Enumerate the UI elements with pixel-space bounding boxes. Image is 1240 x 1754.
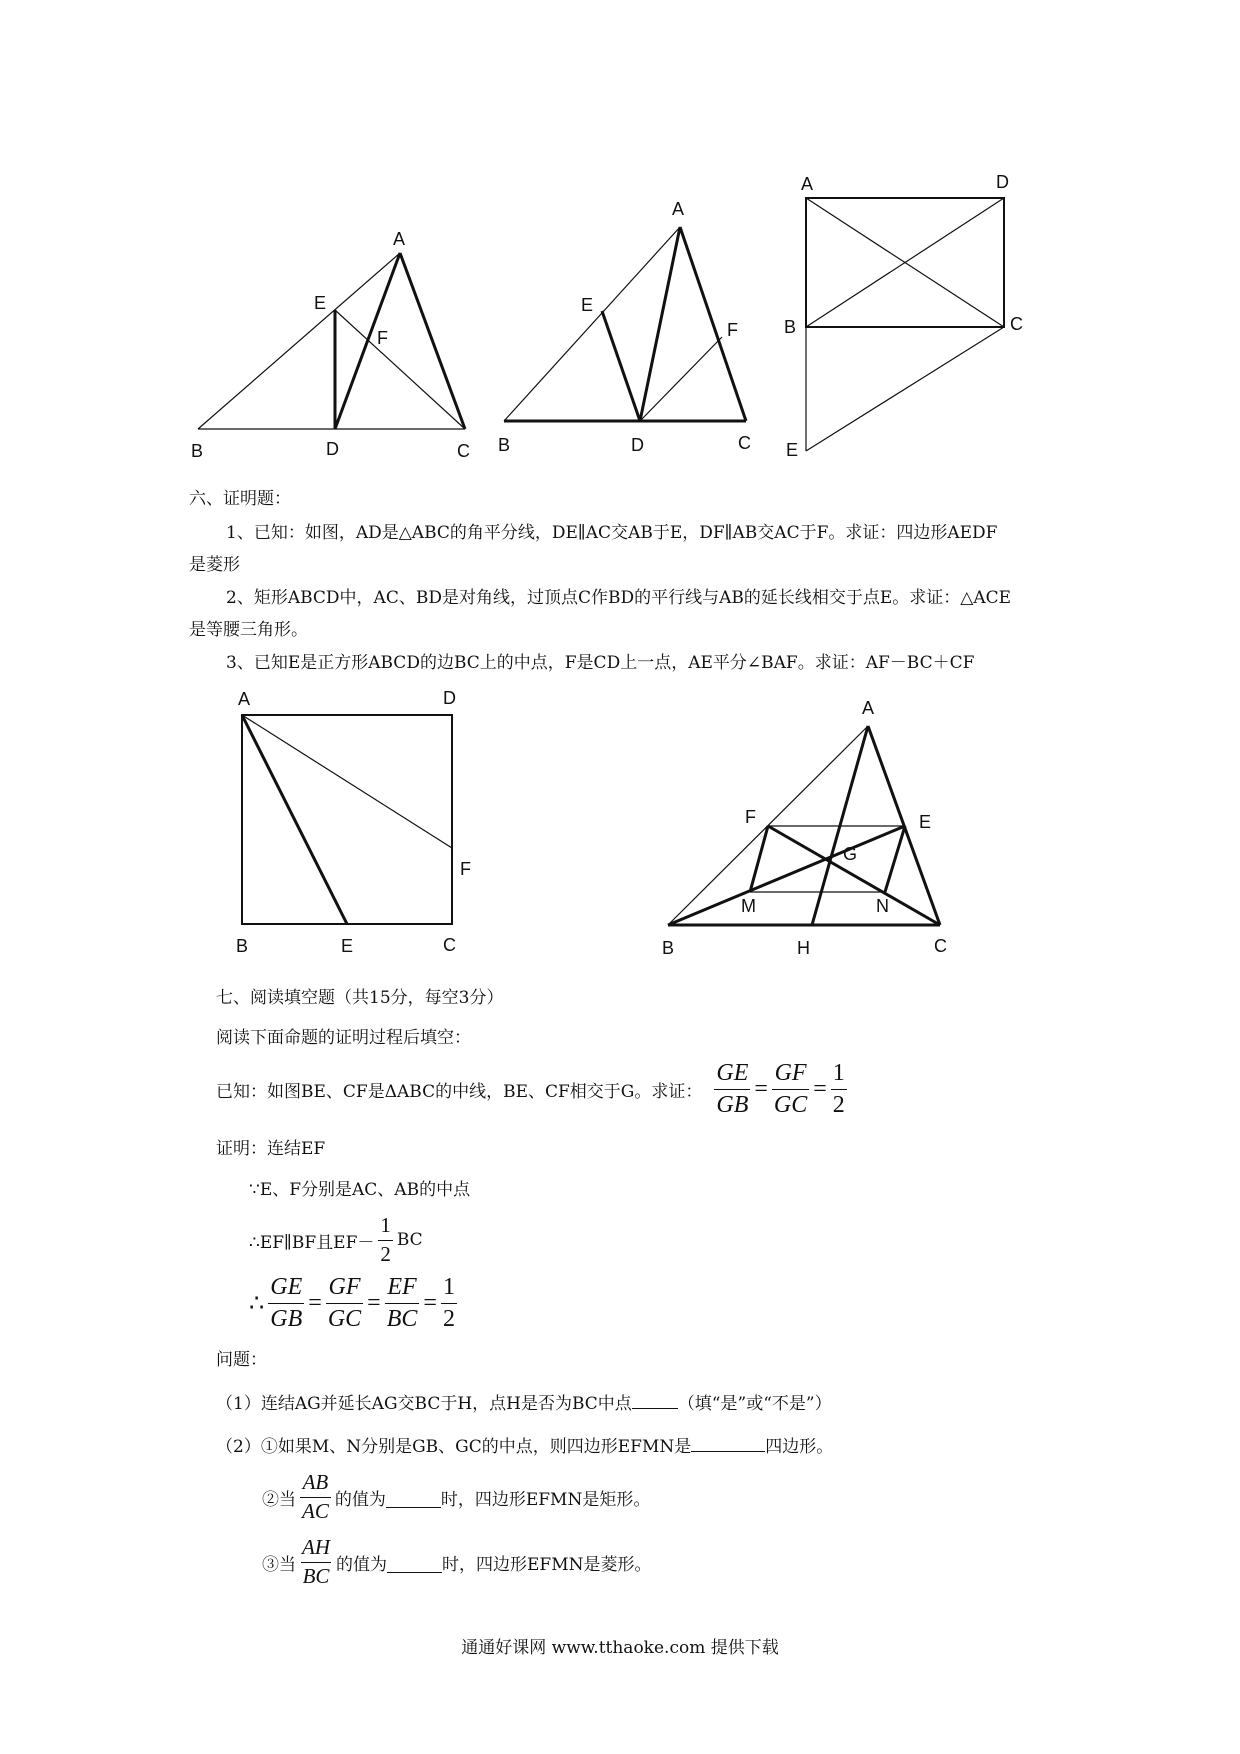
question-1: （1）连结AG并延长AG交BC于H，点H是否为BC中点 （填“是”或“不是”）	[216, 1394, 832, 1414]
given-statement: 已知：如图BE、CF是ΔABC的中线，BE、CF相交于G。求证： $\frac{GE}{GB}$ = $\frac{GF}{GC}$ = $\frac{1}{2}$	[216, 1060, 845, 1118]
problem-2-line-1: 2、矩形ABCD中，AC、BD是对角线，过顶点C作BD的平行线与AB的延长线相交于点E。求证：△ACE	[226, 588, 1012, 608]
fraction-one-half: $\frac{1}{2}$	[832, 1060, 845, 1118]
label-a: A	[801, 174, 814, 194]
fraction-one-half: $\frac{1}{2}$	[442, 1274, 455, 1332]
label-c: C	[443, 935, 456, 955]
figure-3-rectangle-extension	[0, 0, 1240, 470]
fraction-gf-gc: $\frac{GF}{GC}$	[773, 1060, 808, 1118]
footer: 通通好课网 www.tthaoke.com 提供下载	[461, 1638, 779, 1658]
label-b: B	[236, 936, 249, 956]
questions-heading: 问题：	[216, 1350, 267, 1370]
label-a: A	[393, 229, 406, 249]
figure-5-triangle-medians	[0, 660, 1240, 980]
segment-fm	[750, 826, 768, 892]
fraction-one-half: $\frac{1}{2}$	[380, 1213, 391, 1266]
label-c: C	[457, 441, 470, 461]
problem-3: 3、已知E是正方形ABCD的边BC上的中点，F是CD上一点，AE平分∠BAF。求证：AF－BC＋CF	[226, 653, 975, 673]
median-be	[668, 826, 905, 925]
section-7-heading: 七、阅读填空题（共15分，每空3分）	[216, 988, 504, 1008]
label-f: F	[745, 807, 756, 827]
label-a: A	[672, 199, 685, 219]
fraction-ef-bc: $\frac{EF}{BC}$	[386, 1274, 418, 1332]
label-d: D	[443, 688, 456, 708]
label-d: D	[631, 435, 644, 455]
answer-blank-3[interactable]	[386, 1491, 441, 1508]
fraction-ah-bc: $\frac{AH}{BC}$	[302, 1535, 330, 1588]
label-e: E	[341, 936, 354, 956]
segment-ce	[806, 327, 1004, 451]
label-a: A	[862, 698, 875, 718]
label-d: D	[996, 172, 1009, 192]
label-b: B	[662, 938, 675, 958]
section-7-intro: 阅读下面命题的证明过程后填空：	[216, 1028, 471, 1048]
label-e: E	[919, 812, 932, 832]
label-e: E	[581, 295, 594, 315]
segment-en	[885, 826, 905, 892]
proof-therefore-1: ∴EF∥BF且EF－ $\frac{1}{2}$ BC	[249, 1213, 423, 1266]
label-e: E	[786, 440, 799, 460]
label-f: F	[727, 320, 738, 340]
section-6-heading: 六、证明题：	[189, 489, 291, 509]
question-3: ②当 $\frac{AB}{AC}$ 的值为 时，四边形EFMN是矩形。	[262, 1470, 651, 1523]
label-n: N	[876, 896, 889, 916]
question-4: ③当 $\frac{AH}{BC}$ 的值为 时，四边形EFMN是菱形。	[262, 1535, 652, 1588]
given-text: 已知：如图BE、CF是ΔABC的中线，BE、CF相交于G。求证：	[216, 1081, 703, 1102]
label-e: E	[314, 293, 327, 313]
fraction-gf-gc: $\frac{GF}{GC}$	[327, 1274, 362, 1332]
label-f: F	[460, 859, 471, 879]
question-2: （2）①如果M、N分别是GB、GC的中点，则四边形EFMN是 四边形。	[216, 1437, 834, 1457]
label-b: B	[498, 435, 511, 455]
label-m: M	[741, 896, 756, 916]
fraction-ge-gb: $\frac{GE}{GB}$	[270, 1274, 303, 1332]
label-h: H	[797, 938, 810, 958]
label-c: C	[934, 936, 947, 956]
proof-because: ∵E、F分别是AC、AB的中点	[249, 1180, 471, 1200]
label-b: B	[191, 441, 204, 461]
label-c: C	[1010, 314, 1023, 334]
proof-start: 证明：连结EF	[216, 1139, 326, 1159]
problem-1-line-2: 是菱形	[189, 555, 240, 575]
label-d: D	[326, 439, 339, 459]
label-f: F	[377, 328, 388, 348]
problem-2-line-2: 是等腰三角形。	[189, 620, 308, 640]
proof-therefore-2: ∴ $\frac{GE}{GB}$ = $\frac{GF}{GC}$ = $\frac{EF}{BC}$ = $\frac{1}{2}$	[249, 1274, 455, 1332]
fraction-ge-gb: $\frac{GE}{GB}$	[716, 1060, 749, 1118]
answer-blank-1[interactable]	[632, 1392, 678, 1409]
problem-1-line-1: 1、已知：如图，AD是△ABC的角平分线，DE∥AC交AB于E，DF∥AB交AC于F。求证：四边形AEDF	[226, 523, 998, 543]
label-c: C	[738, 433, 751, 453]
label-g: G	[843, 844, 858, 864]
label-a: A	[238, 689, 251, 709]
median-cf	[768, 826, 940, 925]
fraction-ab-ac: $\frac{AB}{AC}$	[302, 1470, 329, 1523]
answer-blank-4[interactable]	[387, 1556, 442, 1573]
answer-blank-2[interactable]	[691, 1435, 765, 1452]
label-b: B	[784, 317, 797, 337]
